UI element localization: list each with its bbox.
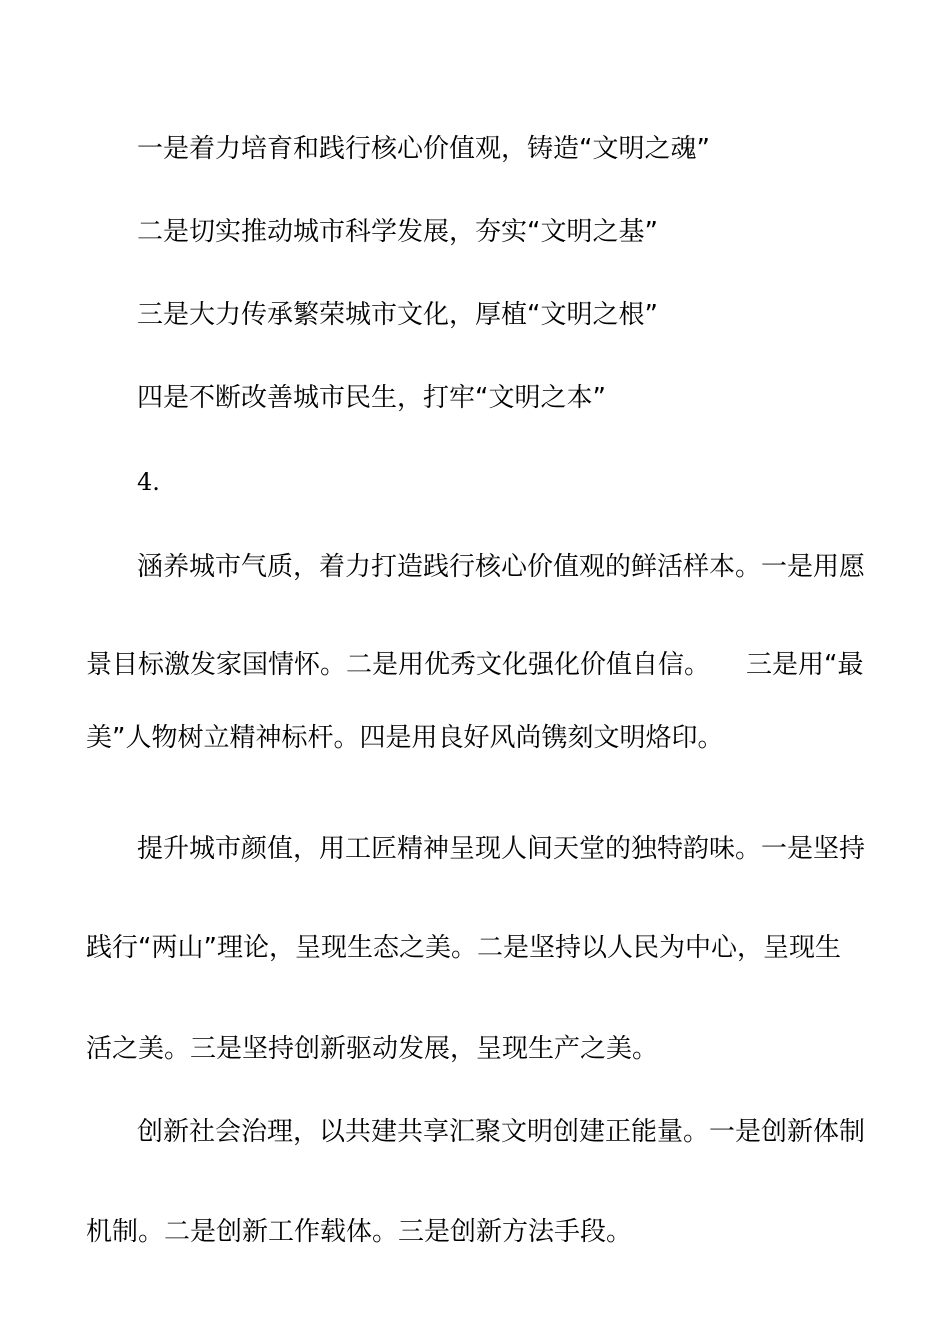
list-item: 一是着力培育和践行核心价值观，铸造“文明之魂” (137, 134, 710, 164)
paragraph-line: 践行“两山”理论，呈现生态之美。二是坚持以人民为中心，呈现生 (86, 933, 841, 963)
list-item: 三是大力传承繁荣城市文化，厚植“文明之根” (137, 300, 658, 330)
paragraph-line-part: 景目标激发家国情怀。二是用优秀文化强化价值自信。 (86, 650, 711, 680)
paragraph-line (0, 648, 950, 682)
list-item: 二是切实推动城市科学发展，夯实“文明之基” (137, 217, 658, 247)
paragraph-line: 美”人物树立精神标杆。四是用良好风尚镌刻文明烙印。 (86, 723, 724, 753)
paragraph-line: 活之美。三是坚持创新驱动发展，呈现生产之美。 (86, 1034, 659, 1064)
list-item: 四是不断改善城市民生，打牢“文明之本” (137, 383, 606, 413)
paragraph-line: 提升城市颜值，用工匠精神呈现人间天堂的独特韵味。一是坚持 (137, 834, 866, 864)
paragraph-line-part: 三是用“最 (746, 650, 864, 680)
paragraph-line: 涵养城市气质，着力打造践行核心价值观的鲜活样本。一是用愿 (137, 552, 866, 582)
paragraph-line: 创新社会治理，以共建共享汇聚文明创建正能量。一是创新体制 (137, 1117, 866, 1147)
section-number: 4. (137, 468, 160, 496)
paragraph-line: 机制。二是创新工作载体。三是创新方法手段。 (86, 1217, 633, 1247)
